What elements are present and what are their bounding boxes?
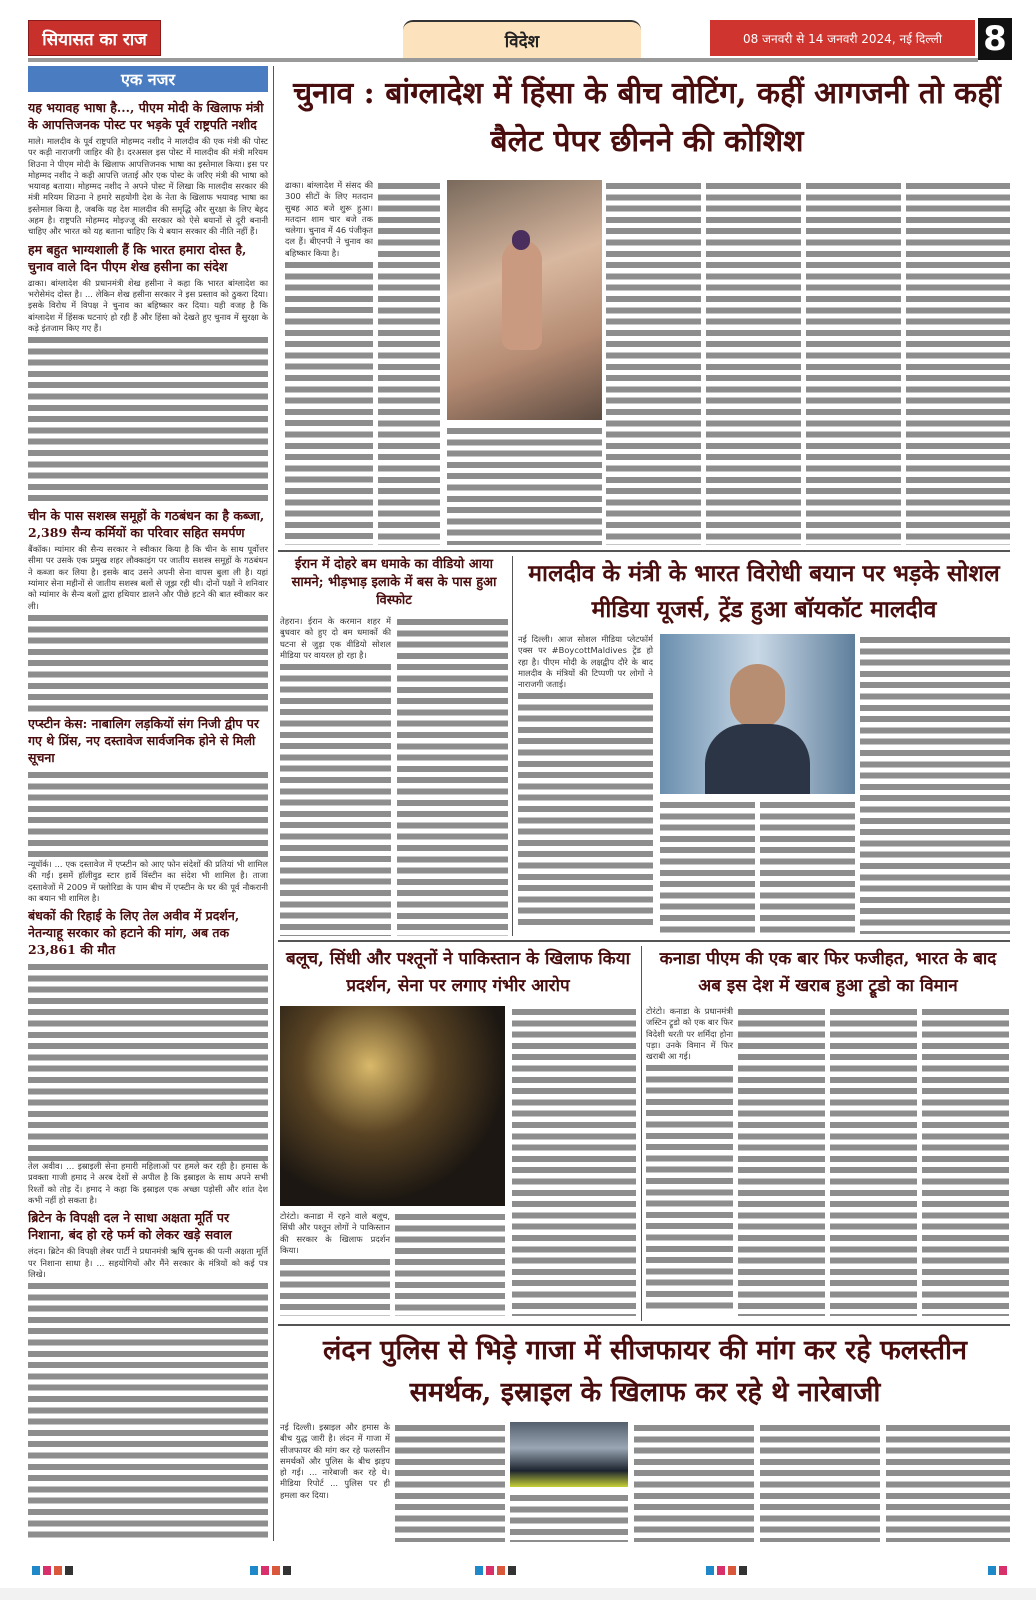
article-body: टोरंटो। कनाडा में रहने वाले बलूच, सिंधी और पश्तून लोगों ने पाकिस्तान की सरकार के खिलाफ प्रदर्शन किया। [280,1211,390,1255]
sidebar-article [28,99,268,238]
body-text-block [760,799,855,934]
issue-date: 08 जनवरी से 14 जनवरी 2024, नई दिल्ली [710,20,975,56]
sidebar-article [28,907,268,1206]
sidebar-column [28,96,268,1541]
sidebar-article [28,1209,268,1540]
article-iran [280,556,508,936]
page-bottom-margin [0,1588,1036,1600]
column-divider [641,946,642,1321]
body-text-block [28,334,268,504]
body-text-block [646,1062,733,1312]
article-body: लंदन। ब्रिटेन की विपक्षी लेबर पार्टी ने प्रधानमंत्री ऋषि सुनक की पत्नी अक्षता मूर्ति पर निशाना साधा है। ... सहयोगियों और मैंने सरकार के मंत्रियों को कई पत्र लिखे। [28,1246,268,1279]
body-text-block [28,1280,268,1540]
police-photo [510,1422,628,1487]
sidebar-article [28,715,268,904]
article-body: टोरंटो। कनाडा के प्रधानमंत्री जस्टिन ट्रूडो को एक बार फिर विदेशी धरती पर शर्मिंदा होना पड़ा। उनके विमान में फिर खराबी आ गई। [646,1006,733,1062]
article-body: ढाका। बांग्लादेश की प्रधानमंत्री शेख हसीना ने कहा कि भारत बांग्लादेश का भरोसेमंद दोस्त है। ... लेकिन शेख हसीना सरकार ने इस प्रस्ताव को ठुकरा दिया। इसके विरोध में विपक्ष ने चुनाव का बहिष्कार कर दिया। यही वजह है कि बांग्लादेश में हिंसक घटनाएं हो रही हैं और हिंसा को देखते हुए चुनाव में सुरक्षा के कड़े इंतजाम किए गए हैं। [28,277,268,333]
header-rule [28,58,978,62]
color-register-marks [475,1560,519,1579]
article-headline: बलूच, सिंधी और पश्तूनों ने पाकिस्तान के खिलाफ किया प्रदर्शन, सेना पर लगाए गंभीर आरोप [285,949,631,996]
body-text-block [28,769,268,859]
page-number: 8 [978,18,1012,60]
article-maldives [518,556,1010,936]
article-body: नई दिल्ली। आज सोशल मीडिया प्लेटफॉर्म एक्स पर #BoycottMaldives ट्रेंड हो रहा है। पीएम मोदी के लक्षद्वीप दौरे के बाद मालदीव के मंत्रियों की टिप्पणी पर लोगों ने नाराजगी जताई। [518,634,653,690]
article-headline: यह भयावह भाषा है..., पीएम मोदी के खिलाफ मंत्री के आपत्तिजनक पोस्ट पर भड़के पूर्व राष्ट्रपति नशीद [28,100,264,132]
body-text-block [510,1492,628,1542]
body-text-block [512,1006,636,1316]
article-headline: बंधकों की रिहाई के लिए तेल अवीव में प्रदर्शन, नेतन्याहू सरकार को हटाने की मांग, अब तक 23,861 की मौत [28,908,240,958]
color-register-marks [32,1560,76,1579]
body-text-block [806,180,901,545]
body-text-block [706,180,801,545]
body-text-block [606,180,701,545]
article-headline: हम बहुत भाग्यशाली हैं कि भारत हमारा दोस्त है, चुनाव वाले दिन पीएम शेख हसीना का संदेश [28,241,247,274]
article-body: न्यूयॉर्क। ... एक दस्तावेज में एप्स्टीन को आए फोन संदेशों की प्रतियां भी शामिल की गईं। इसमें हॉलीवुड स्टार हार्वे विंस्टीन का संदेश भी शामिल है। ताजा दस्तावेजों में 2009 में फ्लोरिडा के पाम बीच में एप्स्टीन के घर की पूर्व नौकरानी का बयान भी शामिल है। [28,858,268,903]
body-text-block [906,180,1010,545]
section-divider [278,550,1010,552]
section-divider [278,940,1010,942]
main-text-col [285,180,373,545]
article-london [280,1330,1010,1545]
minister-photo [660,634,855,794]
article-headline: ब्रिटेन के विपक्षी दल ने साधा अक्षता मूर्ति पर निशाना, बंद हो रहे फर्म को लेकर खड़े सवाल [28,1210,232,1243]
article-body: नई दिल्ली। इस्राइल और हमास के बीच युद्ध जारी है। लंदन में गाजा में सीजफायर की मांग कर रहे फलस्तीन समर्थकों और पुलिस के बीच झड़प हो गई। ... नारेबाजी कर रहे थे। मीडिया रिपोर्ट ... पुलिस पर ही हमला कर दिया। [280,1422,390,1500]
color-register-marks [988,1560,1010,1579]
article-body: तेल अवीव। ... इस्राइली सेना हमारी महिलाओं पर हमले कर रही है। हमास के प्रवक्ता गाजी हमाद ने अरब देशों से अपील है कि इस्राइल के साथ अपने सभी रिश्तों को तोड़ दें। हमाद ने कहा कि इस्राइल एक अच्छा पड़ोसी और शांत देश कभी नहीं हो सकता है। [28,1161,268,1206]
column-divider [273,66,274,1541]
body-text-block [447,425,602,545]
body-text-block [660,799,755,934]
protest-photo [280,1006,505,1206]
article-headline: मालदीव के मंत्री के भारत विरोधी बयान पर भड़के सोशल मीडिया यूजर्स, ट्रेंड हुआ बॉयकॉट मालदीव [528,560,1000,623]
body-text-block [518,690,653,930]
article-headline: ईरान में दोहरे बम धमाके का वीडियो आया सामने; भीड़भाड़ इलाके में बस के पास हुआ विस्फोट [291,557,497,608]
article-headline: चीन के पास सशस्त्र समूहों के गठबंधन का है कब्जा, 2,389 सैन्य कर्मियों का परिवार सहित समर्पण [28,508,265,541]
body-text-block [378,180,440,545]
article-body: ढाका। बांग्लादेश में संसद की 300 सीटों के लिए मतदान सुबह आठ बजे शुरू हुआ। मतदान शाम चार बजे तक चलेगा। चुनाव में 46 पंजीकृत दल हैं। बीएनपी ने चुनाव का बहिष्कार किया है। [285,180,373,258]
article-body: बैंकॉक। म्यांमार की सैन्य सरकार ने स्वीकार किया है कि चीन के साथ पूर्वोत्तर सीमा पर उसके एक प्रमुख शहर लौक्काइंग पर जातीय सशस्त्र समूहों के गठबंधन ने कब्जा कर लिया है। इसके बाद उसने अपनी सेना वापस बुला ली है। यहां म्यांमार सेना महीनों से जातीय सशस्त्र बलों से जूझ रही थी। दोनों पक्षों ने शनिवार को म्यांमार के सैन्य बलों द्वारा हथियार डालने और पीछे हटने की बात स्वीकार कर ली। [28,544,268,611]
body-text-block [886,1422,1010,1542]
article-body: तेहरान। ईरान के करमान शहर में बुधवार को हुए दो बम धमाकों की घटना से जुड़ा एक वीडियो सोशल मीडिया पर वायरल हो रहा है। [280,616,391,660]
section-tab: विदेश [403,20,641,58]
sidebar-title: एक नजर [28,66,268,92]
body-text-block [285,259,373,545]
body-text-block [860,634,1010,934]
body-text-block [395,1422,505,1542]
article-headline: लंदन पुलिस से भिड़े गाजा में सीजफायर की मांग कर रहे फलस्तीन समर्थक, इस्राइल के खिलाफ कर रहे थे नारेबाजी [323,1335,967,1408]
body-text-block [738,1006,825,1316]
article-headline: एप्स्टीन केस: नाबालिग लड़कियों संग निजी द्वीप पर गए थे प्रिंस, नए दस्तावेज सार्वजनिक होने से मिली सूचना [28,715,260,765]
body-text-block [395,1211,505,1316]
body-text-block [280,661,391,936]
body-text-block [922,1006,1009,1316]
section-divider [278,1324,1010,1326]
sidebar-article [28,241,268,504]
body-text-block [280,1256,390,1316]
main-headline: चुनाव : बांग्लादेश में हिंसा के बीच वोटिंग, कहीं आगजनी तो कहीं बैलेट पेपर छीनने की कोशिश [293,76,1001,159]
body-text-block [397,616,508,936]
voter-thumb-photo [447,180,602,420]
article-canada [646,946,1010,1321]
article-body: माले। मालदीव के पूर्व राष्ट्रपति मोहम्मद नशीद ने मालदीव की एक मंत्री की पोस्ट पर कड़ी नाराजगी जाहिर की है। दरअसल इस पोस्ट में मालदीव की मंत्री मरियम शिउना ने पीएम मोदी के खिलाफ आपत्तिजनक भाषा का इस्तेमाल किया। इस पर मोहम्मद नशीद ने कड़ी आपत्ति जताई और एक पोस्ट के जरिए मंत्री की भाषा को भयावह बताया। मोहम्मद नशीद ने अपने पोस्ट में लिखा कि मालदीव सरकार की मंत्री मरियम शिउना ने हमारे सहयोगी देश के नेता के खिलाफ भयावह भाषा का इस्तेमाल किया है, जबकि यह देश मालदीव की समृद्धि और सुरक्षा के लिए बेहद अहम है। राष्ट्रपति मोहम्मद मोइज्जू की सरकार को ऐसे बयानों से दूरी बनानी चाहिए और भारत को यह बताना चाहिए कि ये बयान सरकार की नीति नहीं हैं। [28,136,268,237]
body-text-block [760,1422,880,1542]
body-text-block [28,961,268,1161]
body-text-block [28,612,268,712]
article-headline: कनाडा पीएम की एक बार फिर फजीहत, भारत के बाद अब इस देश में खराब हुआ ट्रूडो का विमान [659,949,997,996]
color-register-marks [250,1560,294,1579]
column-divider [512,556,513,936]
body-text-block [634,1422,754,1542]
newspaper-logo: सियासत का राज [28,20,161,56]
sidebar-article [28,507,268,712]
color-register-marks [706,1560,750,1579]
body-text-block [830,1006,917,1316]
article-baloch [280,946,636,1321]
